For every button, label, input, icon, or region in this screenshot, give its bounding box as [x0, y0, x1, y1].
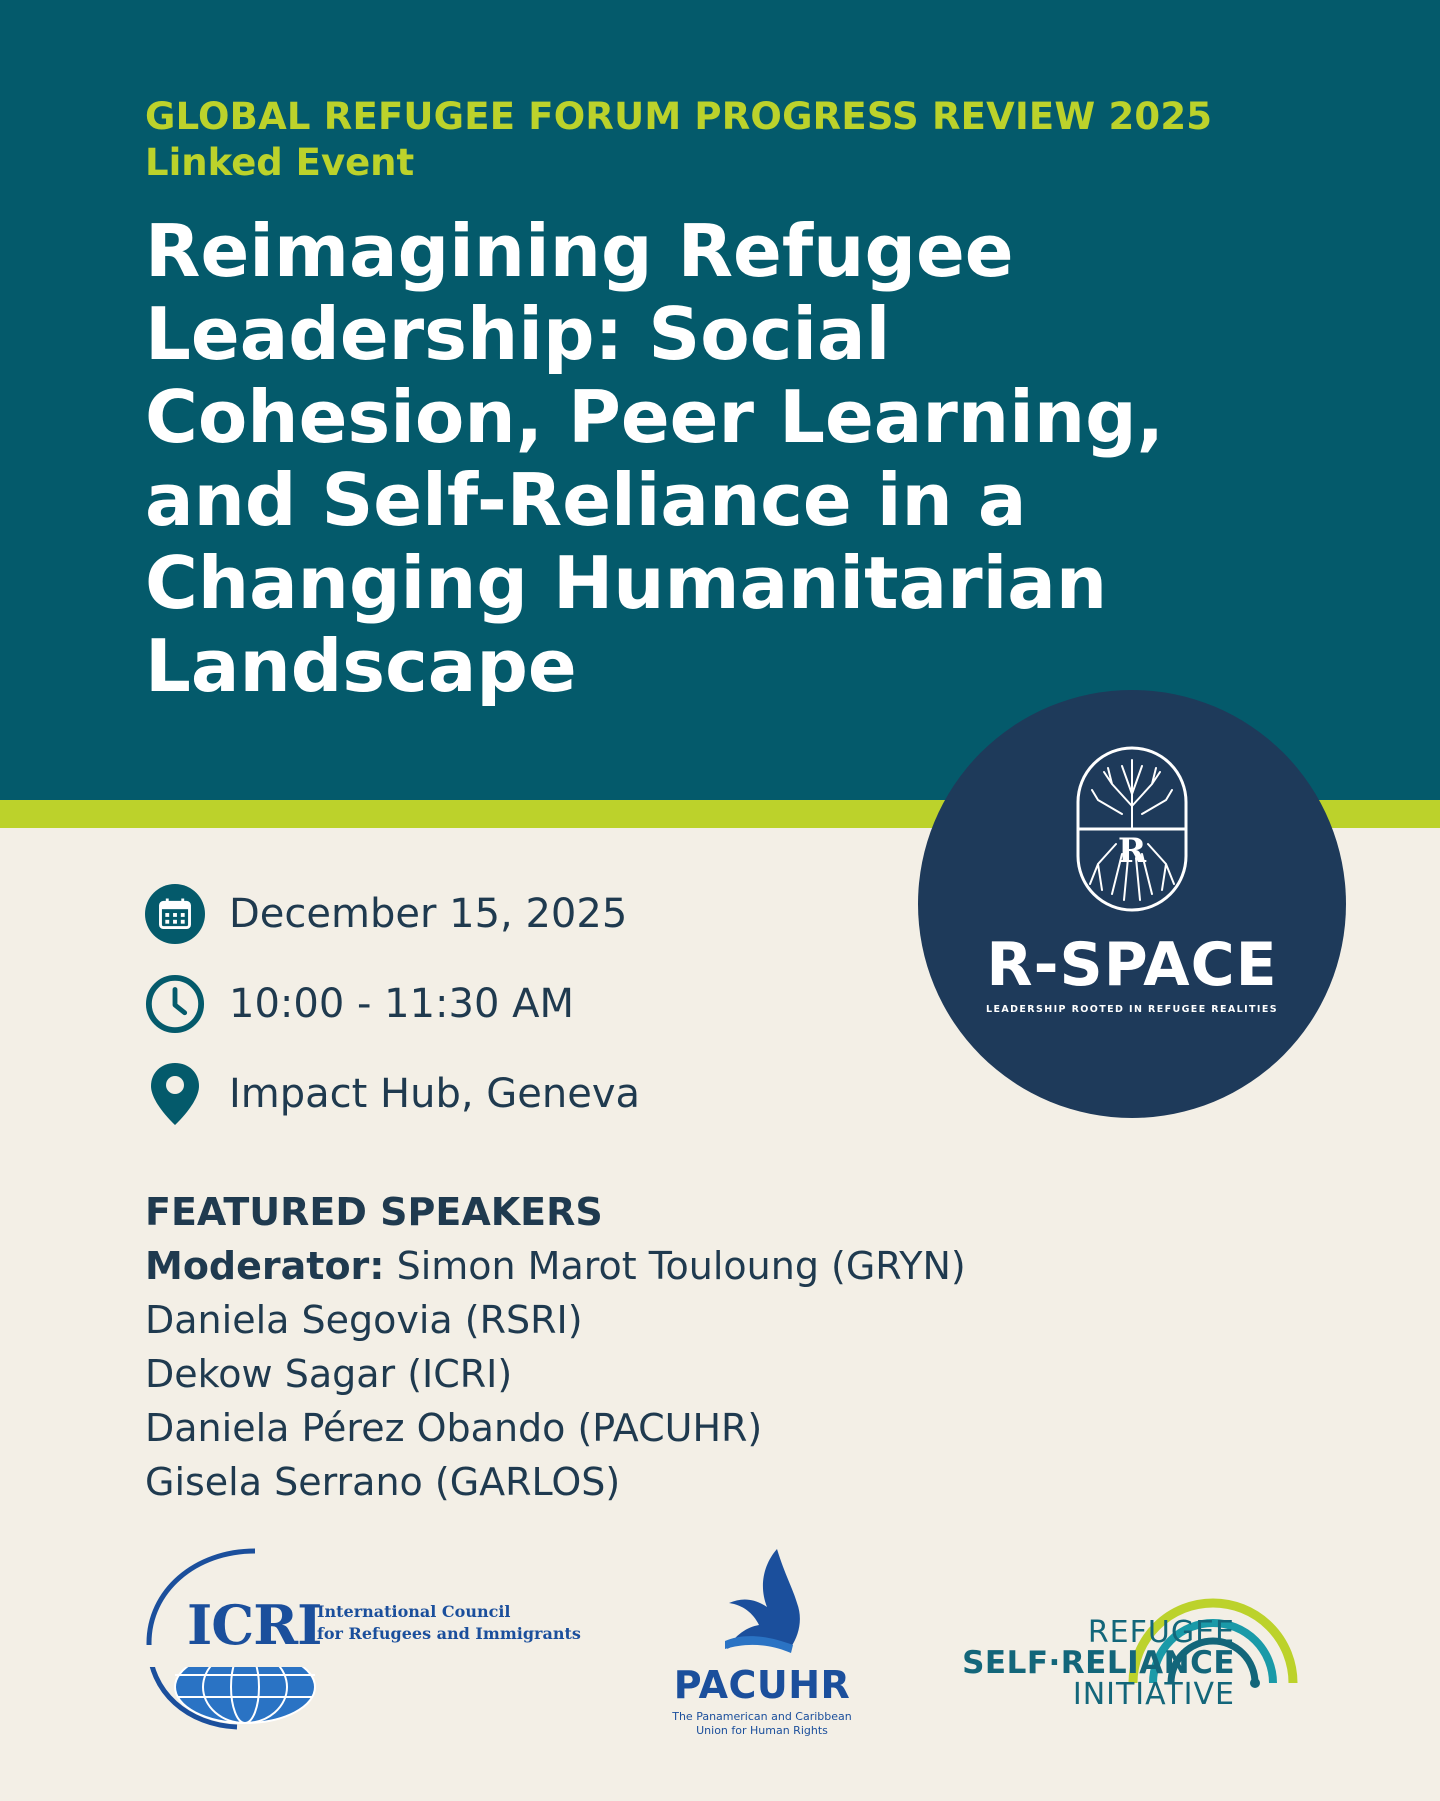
pacuhr-name: PACUHR — [673, 1663, 851, 1707]
rspace-tagline: LEADERSHIP ROOTED IN REFUGEE REALITIES — [986, 1004, 1278, 1015]
event-time: 10:00 - 11:30 AM — [229, 981, 574, 1027]
speakers-heading: FEATURED SPEAKERS — [145, 1190, 603, 1234]
event-location: Impact Hub, Geneva — [229, 1071, 641, 1117]
title-line: Leadership: Social — [145, 292, 891, 376]
title-line: Landscape — [145, 624, 577, 708]
title-line: and Self-Reliance in a — [145, 458, 1027, 542]
rspace-logo — [918, 690, 1346, 1118]
rsri-line2: SELF·RELIANCE — [962, 1645, 1235, 1681]
moderator-line — [145, 1239, 966, 1293]
event-title — [145, 210, 1305, 708]
moderator-label: Moderator: — [145, 1244, 385, 1288]
title-line: Cohesion, Peer Learning, — [145, 375, 1164, 459]
tree-roots-icon — [1072, 744, 1192, 914]
speaker-item: Dekow Sagar (ICRI) — [145, 1352, 513, 1396]
linked-event-label: Linked Event — [145, 141, 415, 184]
pacuhr-fullname: The Panamerican and Caribbean Union for Human Rights — [672, 1710, 852, 1737]
rsri-line1: REFUGEE — [1087, 1615, 1235, 1650]
location-pin-icon — [145, 1064, 205, 1124]
rspace-name: R-SPACE — [986, 930, 1278, 1000]
moderator-name: Simon Marot Touloung (GRYN) — [384, 1244, 966, 1288]
title-line: Changing Humanitarian — [145, 541, 1108, 625]
pacuhr-logo — [662, 1545, 862, 1745]
rsri-logo — [945, 1545, 1305, 1735]
clock-icon — [145, 974, 205, 1034]
featured-speakers — [145, 1185, 966, 1509]
emblem-letter: R — [1117, 831, 1147, 871]
event-series: GLOBAL REFUGEE FORUM PROGRESS REVIEW 2025 — [145, 95, 1213, 138]
date-row — [145, 884, 627, 944]
speaker-item: Daniela Segovia (RSRI) — [145, 1298, 583, 1342]
speaker-item: Daniela Pérez Obando (PACUHR) — [145, 1406, 763, 1450]
title-line: Reimagining Refugee — [145, 209, 1014, 293]
location-row — [145, 1064, 640, 1124]
event-date: December 15, 2025 — [229, 891, 628, 937]
calendar-icon — [145, 884, 205, 944]
icri-fullname: International Council for Refugees and Immigrants — [317, 1602, 581, 1643]
speaker-item: Gisela Serrano (GARLOS) — [145, 1460, 621, 1504]
dove-icon — [707, 1545, 817, 1657]
rsri-line3: INITIATIVE — [1072, 1677, 1235, 1712]
icri-abbreviation: ICRI — [187, 1593, 322, 1657]
time-row — [145, 974, 574, 1034]
icri-logo — [145, 1545, 581, 1730]
